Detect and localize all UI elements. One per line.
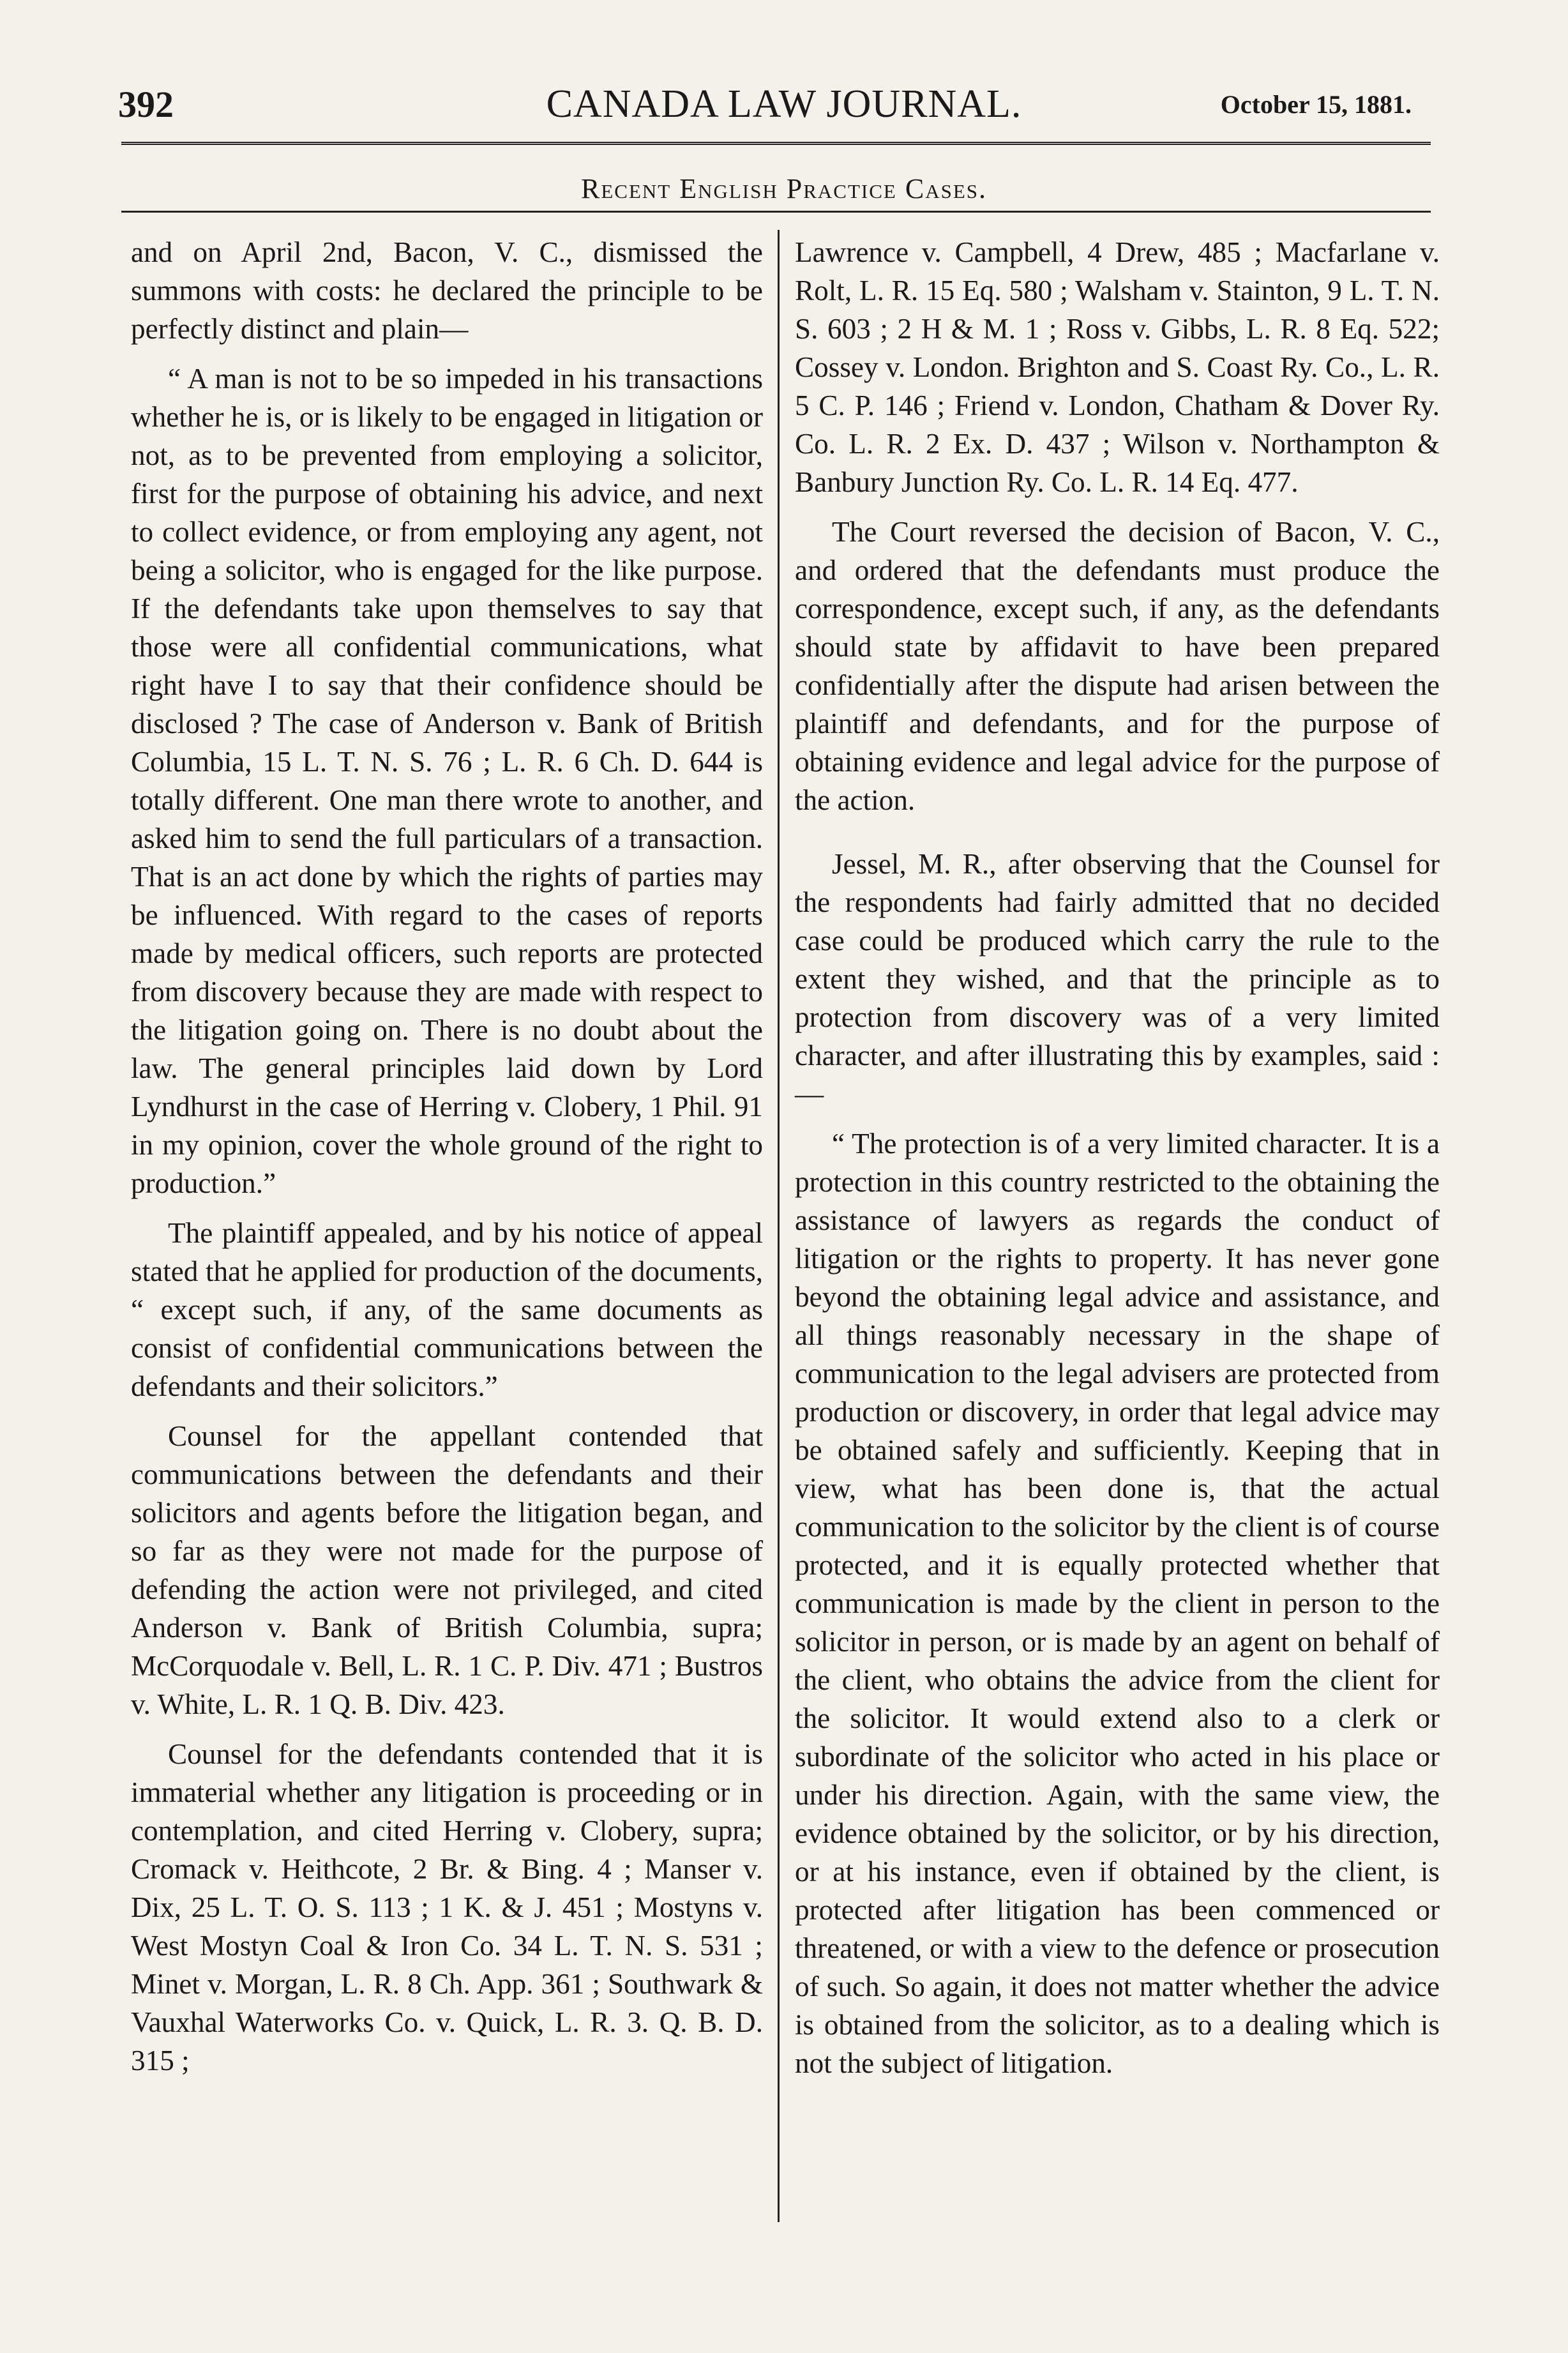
header-rule <box>121 142 1431 149</box>
left-paragraph-5: Counsel for the defendants contended that it is immaterial whether any litigation is proceeding or in contemplation, and cited Herring v. Clobery, supra; Cromack v. Heithcote, 2 Br. & Bing. 4 ; Manser v. Dix, 25 L. T. O. S. 113 ; 1 K. & J. 451 ; Mostyns v. West Mostyn Coal & Iron Co. 34 L. T. N. S. 531 ; Minet v. Morgan, L. R. 8 Ch. App. 361 ; Southwark & Vauxhal Waterworks Co. v. Quick, L. R. 3. Q. B. D. 315 ; <box>131 1738 763 2077</box>
left-paragraph-2: “ A man is not to be so impeded in his transactions whether he is, or is likely to be engaged in litigation or not, as to be prevented from employing a solicitor, first for the purpose of obtaining his advice, and next to collect evidence, or from employing any agent, not being a solicitor, who is engaged for the like purpose. If the defendants take upon themselves to say that those were all confidential communications, what right have I to say that their confidence should be disclosed ? The case of Anderson v. Bank of British Columbia, 15 L. T. N. S. 76 ; L. R. 6 Ch. D. 644 is totally different. One man there wrote to another, and asked him to send the full particulars of a transaction. That is an act done by which the rights of parties may be influenced. With regard to the cases of reports made by medical officers, such reports are protected from discovery because they are made with respect to the litigation going on. There is no doubt about the law. The general principles laid down by Lord Lyndhurst in the case of Herring v. Clobery, 1 Phil. 91 in my opinion, cover the whole ground of the right to production.” <box>131 363 763 1199</box>
right-paragraph-3: Jessel, M. R., after observing that the Counsel for the respondents had fairly admitted that no decided case could be produced which carry the rule to the extent they wished, and that the principle as to protection from discovery was of a very limited character, and after illustrating this by examples, said :— <box>795 848 1440 1110</box>
page-number: 392 <box>118 84 174 125</box>
section-title: Recent English Practice Cases. <box>581 173 987 204</box>
section-rule <box>121 211 1431 213</box>
issue-date: October 15, 1881. <box>1220 90 1412 119</box>
left-paragraph-4: Counsel for the appellant contended that communications between the defendants and their solicitors and agents before the litigation began, and so far as they were not made for the purpose of defending the action were not privileged, and cited Anderson v. Bank of British Columbia, supra; McCorquodale v. Bell, L. R. 1 C. P. Div. 471 ; Bustros v. White, L. R. 1 Q. B. Div. 423. <box>131 1420 763 1720</box>
column-divider <box>778 230 780 2222</box>
left-paragraph-3: The plaintiff appealed, and by his notice of appeal stated that he applied for production of the documents, “ except such, if any, of the same documents as consist of confidential communications between the defendants and their solicitors.” <box>131 1217 763 1402</box>
left-paragraph-1: and on April 2nd, Bacon, V. C., dismissed the summons with costs: he declared the principle to be perfectly distinct and plain— <box>131 236 763 345</box>
right-paragraph-4: “ The protection is of a very limited character. It is a protection in this country restricted to the obtaining the assistance of lawyers as regards the conduct of litigation or the rights to property. It has never gone beyond the obtaining legal advice and assistance, and all things reasonably necessary in the shape of communication to the legal advisers are protected from production or discovery, in order that legal advice may be obtained safely and sufficiently. Keeping that in view, what has been done is, that the actual communication to the solicitor by the client is of course protected, and it is equally protected whether that communication is made by the client in person to the solicitor in person, or is made by an agent on behalf of the client, who obtains the advice from the client for the solicitor. It would extend also to a clerk or subordinate of the solicitor who acted in his place or under his direction. Again, with the same view, the evidence obtained by the solicitor, or by his direction, or at his instance, even if obtained by the client, is protected after litigation has been commenced or threatened, or with a view to the defence or prosecution of such. So again, it does not matter whether the advice is obtained from the solicitor, as to a dealing which is not the subject of litigation. <box>795 1128 1440 2079</box>
right-paragraph-1: Lawrence v. Campbell, 4 Drew, 485 ; Macfarlane v. Rolt, L. R. 15 Eq. 580 ; Walsham v. Stainton, 9 L. T. N. S. 603 ; 2 H & M. 1 ; Ross v. Gibbs, L. R. 8 Eq. 522; Cossey v. London. Brighton and S. Coast Ry. Co., L. R. 5 C. P. 146 ; Friend v. London, Chatham & Dover Ry. Co. L. R. 2 Ex. D. 437 ; Wilson v. Northampton & Banbury Junction Ry. Co. L. R. 14 Eq. 477. <box>795 236 1440 498</box>
right-paragraph-2: The Court reversed the decision of Bacon, V. C., and ordered that the defendants must produce the correspondence, except such, if any, as the defendants should state by affidavit to have been prepared confidentially after the dispute had arisen between the plaintiff and defendants, and for the purpose of obtaining evidence and legal advice for the purpose of the action. <box>795 516 1440 816</box>
journal-title: CANADA LAW JOURNAL. <box>546 82 1022 126</box>
left-column <box>131 233 763 2091</box>
right-column <box>795 233 1440 2094</box>
